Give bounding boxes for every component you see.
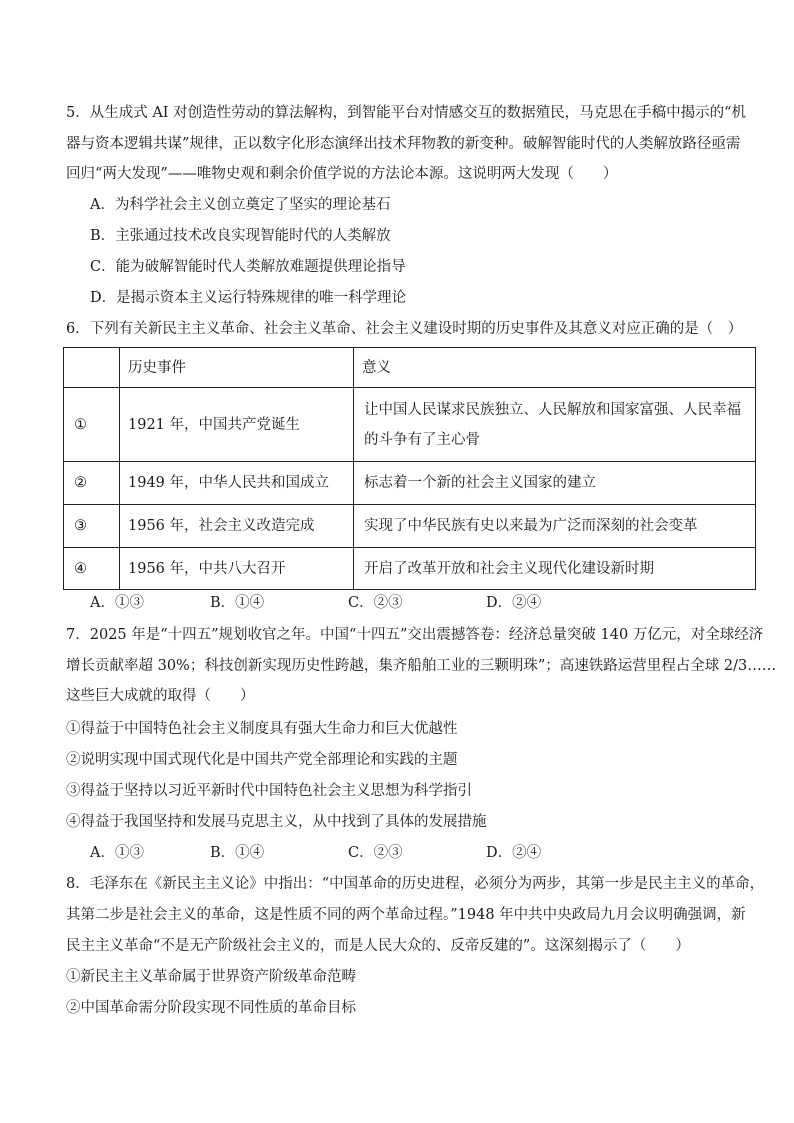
question-6-choices [0, 593, 794, 613]
row-number: ② [64, 462, 120, 505]
row-meaning: 标志着一个新的社会主义国家的建立 [354, 462, 756, 505]
question-7-stem-line-2: 增长贡献率超 30%；科技创新实现历史性跨越，集齐船舶工业的三颗明珠”；高速铁路运营里程占全球 2/3…… [66, 658, 777, 674]
question-7-statement-1: ①得益于中国特色社会主义制度具有强大生命力和巨大优越性 [66, 721, 458, 737]
question-7-statement-2: ②说明实现中国式现代化是中国共产党全部理论和实践的主题 [66, 752, 458, 768]
row-meaning: 实现了中华民族有史以来最为广泛而深刻的社会变革 [354, 505, 756, 548]
question-8-stem-line-2: 其第二步是社会主义的革命，这是性质不同的两个革命过程。”1948 年中共中央政局九月会议明确强调，新 [66, 907, 746, 923]
question-5-option-a: A．为科学社会主义创立奠定了坚实的理论基石 [90, 197, 391, 213]
table-row [64, 388, 756, 462]
question-5-stem-line-3: 回归“两大发现”——唯物史观和剩余价值学说的方法论本源。这说明两大发现（ ） [66, 166, 618, 182]
choice-c: C．②③ [348, 595, 403, 611]
row-number: ① [64, 388, 120, 462]
choice-b: B．①④ [210, 595, 265, 611]
table-header-cell [64, 348, 120, 388]
question-7-stem-line-1: 7．2025 年是“十四五”规划收官之年。中国“十四五”交出震撼答卷：经济总量突破 140 万亿元，对全球经济 [66, 627, 764, 643]
question-8-stem-line-1: 8．毛泽东在《新民主主义论》中指出：“中国革命的历史进程，必须分为两步，其第一步是民主主义的革命， [66, 876, 765, 892]
choice-a: A．①③ [90, 845, 144, 861]
row-number: ④ [64, 548, 120, 590]
table-header-row [64, 348, 756, 388]
choice-c: C．②③ [348, 845, 403, 861]
choice-d: D．②④ [486, 845, 542, 861]
question-7-statement-3: ③得益于坚持以习近平新时代中国特色社会主义思想为科学指引 [66, 783, 472, 799]
choice-b: B．①④ [210, 845, 265, 861]
question-5-option-c: C．能为破解智能时代人类解放难题提供理论指导 [90, 259, 406, 275]
question-8-statement-2: ②中国革命需分阶段实现不同性质的革命目标 [66, 1000, 356, 1016]
question-7-choices [0, 843, 794, 863]
row-meaning: 开启了改革开放和社会主义现代化建设新时期 [354, 548, 756, 590]
question-8-stem-line-3: 民主主义革命“不是无产阶级社会主义的，而是人民大众的、反帝反建的”。这深刻揭示了（ ） [66, 938, 690, 954]
question-7-stem-line-3: 这些巨大成就的取得（ ） [66, 688, 255, 704]
question-7-statement-4: ④得益于我国坚持和发展马克思主义，从中找到了具体的发展措施 [66, 814, 487, 830]
choice-a: A．①③ [90, 595, 144, 611]
table-header-cell: 意义 [354, 348, 756, 388]
table-row [64, 548, 756, 590]
choice-d: D．②④ [486, 595, 542, 611]
question-5-option-d: D．是揭示资本主义运行特殊规律的唯一科学理论 [90, 290, 407, 306]
table-header-cell: 历史事件 [120, 348, 354, 388]
question-8-statement-1: ①新民主主义革命属于世界资产阶级革命范畴 [66, 969, 356, 985]
table-row [64, 505, 756, 548]
table-row [64, 462, 756, 505]
history-events-table [63, 347, 756, 590]
question-6-stem: 6．下列有关新民主主义革命、社会主义革命、社会主义建设时期的历史事件及其意义对应正确的是（ ） [66, 321, 743, 337]
row-number: ③ [64, 505, 120, 548]
row-event: 1956 年，社会主义改造完成 [120, 505, 354, 548]
row-event: 1949 年，中华人民共和国成立 [120, 462, 354, 505]
question-5-stem-line-2: 器与资本逻辑共谋”规律，正以数字化形态演绎出技术拜物教的新变种。破解智能时代的人类解放路径亟需 [66, 136, 741, 152]
question-5-option-b: B．主张通过技术改良实现智能时代的人类解放 [90, 228, 391, 244]
row-meaning: 让中国人民谋求民族独立、人民解放和国家富强、人民幸福的斗争有了主心骨 [354, 388, 756, 462]
row-event: 1921 年，中国共产党诞生 [120, 388, 354, 462]
question-5-stem-line-1: 5．从生成式 AI 对创造性劳动的算法解构，到智能平台对情感交互的数据殖民，马克思在手稿中揭示的“机 [66, 105, 747, 121]
row-event: 1956 年，中共八大召开 [120, 548, 354, 590]
